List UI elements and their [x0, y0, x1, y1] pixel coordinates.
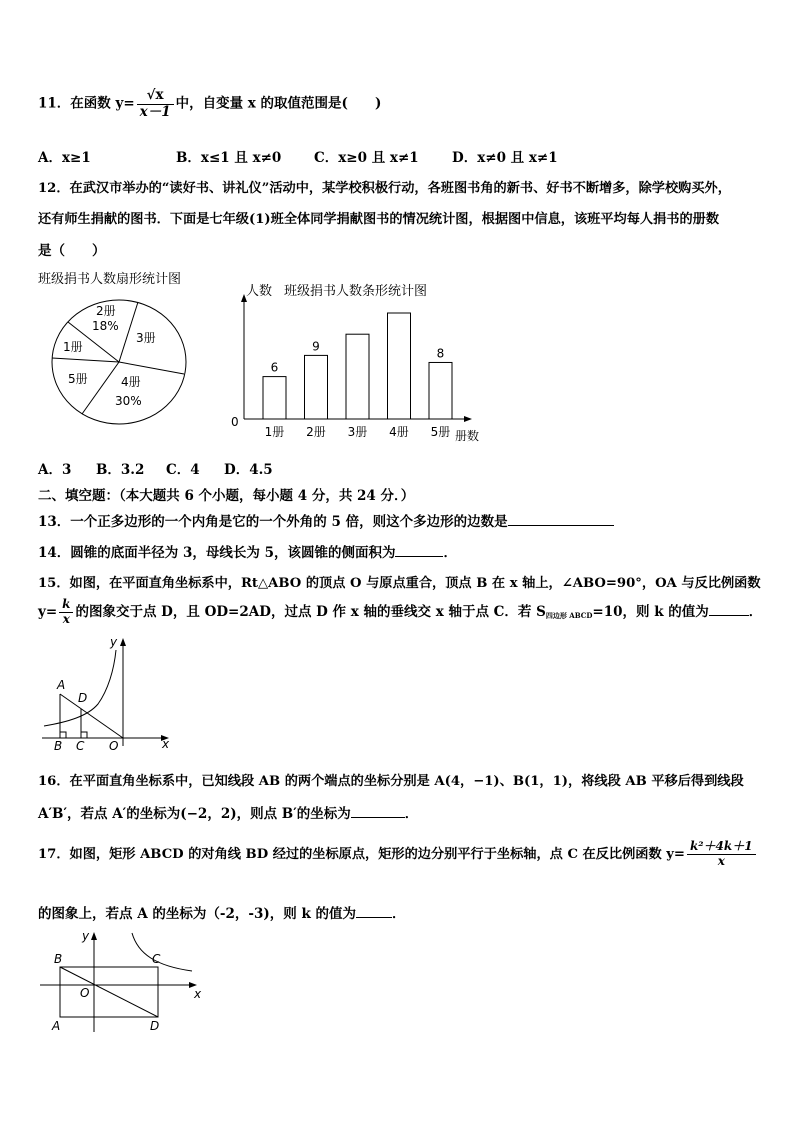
- q15-right-angle-b: [60, 732, 66, 738]
- q15-subscript: 四边形 ABCD: [545, 610, 593, 620]
- q16-answer-blank[interactable]: [351, 805, 405, 818]
- bar-value-label-2: 9: [312, 339, 320, 354]
- bar-value-label-5: 8: [436, 346, 445, 361]
- bar-chart-xlabel: 册数: [455, 429, 480, 443]
- q17-label-a: A: [52, 1019, 61, 1033]
- q17-fraction: [687, 840, 756, 869]
- bar-category-label-3: 3册: [347, 425, 368, 439]
- q11-option-d[interactable]: D．x≠0 且 x≠1: [452, 150, 558, 166]
- q12-option-c[interactable]: C．4: [166, 462, 200, 478]
- q14-end: ．: [443, 545, 457, 561]
- q15-label-o: O: [109, 739, 119, 753]
- q11-fraction: [137, 88, 174, 120]
- q16-line2: [38, 802, 418, 822]
- q14-text: 14．圆锥的底面半径为 3，母线长为 5，该圆锥的侧面积为: [38, 545, 396, 561]
- q11-frac-num: √x: [137, 88, 174, 105]
- q12-option-b[interactable]: B．3.2: [96, 462, 145, 478]
- q11-frac-den: x－1: [139, 103, 171, 120]
- q12-line2: 还有师生捐献的图书．下面是七年级(1)班全体同学捐献图书的情况统计图，根据图中信息，该班平均每人捐书的册数: [38, 212, 720, 227]
- q15-right-angle-c: [81, 732, 87, 738]
- bar-chart-x-arrow: [464, 416, 472, 422]
- q17-hyperbola-curve: [132, 933, 192, 971]
- bar-chart-ylabel: 人数: [246, 284, 273, 299]
- bar-chart-title: 班级捐书人数条形统计图: [284, 284, 428, 299]
- q11-option-c[interactable]: C．x≥0 且 x≠1: [314, 150, 419, 166]
- q17-frac-num: k²＋4k＋1: [687, 840, 756, 855]
- q17-label-d: D: [150, 1019, 160, 1033]
- bar-value-label-1: 6: [270, 360, 279, 375]
- bar-category-label-4: 4册: [389, 425, 409, 439]
- q15-label-y: y: [110, 635, 118, 649]
- bar-2: [305, 355, 328, 419]
- q17-label-o: O: [80, 986, 90, 1000]
- bar-chart: [225, 280, 495, 445]
- q17-line2: [38, 902, 406, 922]
- q13-answer-blank[interactable]: [508, 513, 614, 526]
- q17-line1-text: 17．如图，矩形 ABCD 的对角线 BD 经过的坐标原点，矩形的边分别平行于坐标轴，点 C 在反比例函数 y=: [38, 846, 685, 862]
- q12-line3: 是（ ）: [38, 243, 106, 259]
- q15-fraction: [59, 598, 73, 627]
- q11-option-a[interactable]: A．x≥1: [38, 150, 91, 166]
- q11: [38, 88, 381, 120]
- q17-line2-text: 的图象上，若点 A 的坐标为（-2，-3)，则 k 的值为: [38, 906, 357, 922]
- bar-4: [388, 313, 411, 419]
- q15-label-a: A: [57, 678, 66, 692]
- pie-slice-boundary: [119, 362, 184, 374]
- q15-segment-ao: [60, 694, 123, 738]
- q16-line1: 16．在平面直角坐标系中，已知线段 AB 的两个端点的坐标分别是 A(4，−1)、B(1，1)，将线段 AB 平移后得到线段: [38, 774, 744, 789]
- pie-label-1: 1册: [63, 340, 83, 354]
- q17-frac-den: x: [717, 853, 725, 868]
- q12-option-a[interactable]: A．3: [38, 462, 72, 478]
- q15-end: ．: [748, 603, 763, 620]
- pie-slice-boundary: [52, 358, 119, 362]
- section-2-heading: 二、填空题：（本大题共 6 个小题，每小题 4 分，共 24 分．）: [38, 488, 415, 504]
- q11-prefix: 11．在函数 y=: [38, 95, 135, 112]
- q15-figure: [38, 634, 178, 754]
- q15-label-c: C: [76, 739, 85, 753]
- bar-category-label-2: 2册: [306, 425, 326, 439]
- pie-pct-2: 18%: [92, 319, 119, 333]
- q15-yeq: y=: [38, 603, 58, 620]
- q14-answer-blank[interactable]: [395, 544, 443, 557]
- bar-chart-bars: [263, 313, 452, 439]
- q16-line2-text: A′B′，若点 A′的坐标为(−2，2)，则点 B′的坐标为: [38, 806, 351, 822]
- q17-label-b: B: [54, 952, 63, 966]
- q12-option-d[interactable]: D．4.5: [224, 462, 273, 478]
- q13: [38, 510, 614, 530]
- q15-line2a: 的图象交于点 D，且 OD=2AD，过点 D 作 x 轴的垂线交 x 轴于点 C．若 S: [75, 603, 546, 620]
- bar-3: [346, 334, 369, 419]
- q11-suffix: 中，自变量 x 的取值范围是( ): [175, 95, 382, 112]
- pie-label-3: 3册: [136, 331, 156, 345]
- q17-label-c: C: [152, 952, 161, 966]
- q15-label-d: D: [78, 691, 88, 705]
- q17-label-x: x: [194, 987, 202, 1001]
- q17-line1: [38, 840, 758, 869]
- q15-line2b: =10，则 k 的值为: [592, 603, 709, 620]
- pie-slice-boundary: [82, 362, 119, 414]
- pie-label-5: 5册: [68, 372, 88, 386]
- q15-label-x: x: [162, 737, 170, 751]
- q17-diagonal-bd: [60, 967, 158, 1017]
- q16-end: ．: [404, 806, 419, 822]
- pie-pct-4: 30%: [115, 394, 142, 408]
- q15-label-b: B: [54, 739, 63, 753]
- q17-answer-blank[interactable]: [356, 905, 392, 918]
- q17-y-arrow: [91, 932, 97, 940]
- q12-line1: 12．在武汉市举办的“读好书、讲礼仪”活动中，某学校积极行动，各班图书角的新书、好书不断增多，除学校购买外，: [38, 181, 731, 196]
- pie-chart: [40, 290, 210, 430]
- q17-label-y: y: [82, 929, 90, 943]
- q17-figure: [38, 928, 208, 1034]
- pie-chart-title: 班级捐书人数扇形统计图: [38, 272, 182, 287]
- q13-text: 13．一个正多边形的一个内角是它的一个外角的 5 倍，则这个多边形的边数是: [38, 514, 508, 530]
- q15-frac-num: k: [59, 598, 73, 613]
- q15-line1: 15．如图，在平面直角坐标系中，Rt△ABO 的顶点 O 与原点重合，顶点 B 在 x 轴上，∠ABO=90°，OA 与反比例函数: [38, 576, 761, 591]
- q15-hyperbola-curve: [44, 650, 116, 726]
- q14: [38, 541, 457, 561]
- pie-label-4: 4册: [121, 375, 141, 389]
- bar-1: [263, 377, 286, 419]
- q15-line2: [38, 598, 762, 627]
- bar-category-label-5: 5册: [430, 425, 451, 439]
- q11-option-b[interactable]: B．x≤1 且 x≠0: [176, 150, 282, 166]
- bar-category-label-1: 1册: [264, 425, 285, 439]
- q15-frac-den: x: [62, 611, 70, 626]
- pie-label-2: 2册: [96, 304, 116, 318]
- q17-end: ．: [392, 906, 406, 922]
- bar-5: [429, 362, 452, 419]
- q15-answer-blank[interactable]: [709, 603, 749, 616]
- q15-y-arrow: [120, 638, 126, 646]
- bar-chart-origin: 0: [231, 415, 239, 429]
